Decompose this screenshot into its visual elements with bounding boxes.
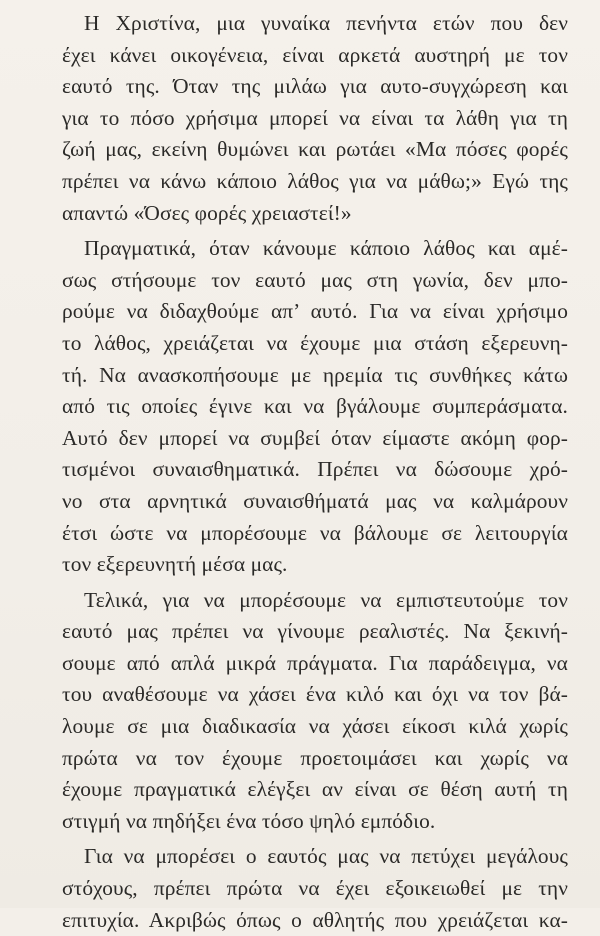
text-line: το λάθος, χρειάζεται να έχουμε μια στάση εξερευνη- xyxy=(62,330,568,355)
text-line: σουμε από απλά μικρά πράγματα. Για παράδειγμα, να xyxy=(62,650,568,675)
text-line: έχει κάνει οικογένεια, είναι αρκετά αυστηρή με τον xyxy=(62,42,568,67)
paragraph-2 xyxy=(62,233,568,581)
text-line: πρώτα να τον έχουμε προετοιμάσει και χωρίς να xyxy=(62,745,568,770)
text-line: λουμε σε μια διαδικασία να χάσει είκοσι κιλά χωρίς xyxy=(62,714,568,739)
text-line: τή. Να ανασκοπήσουμε με ηρεμία τις συνθήκες κάτω xyxy=(62,362,568,387)
text-line: πρέπει να κάνω κάποιο λάθος για να μάθω;» Εγώ της xyxy=(62,168,568,193)
paragraph-4 xyxy=(62,841,568,936)
text-line: τισμένοι συναισθηματικά. Πρέπει να δώσουμε χρό- xyxy=(62,457,568,482)
text-line: Για να μπορέσει ο εαυτός μας να πετύχει μεγάλους xyxy=(84,844,568,869)
text-line: ζωή μας, εκείνη θυμώνει και ρωτάει «Μα πόσες φορές xyxy=(62,137,568,162)
text-line: του αναθέσουμε να χάσει ένα κιλό και όχι να τον βά- xyxy=(62,682,568,707)
text-line: τον εξερευνητή μέσα μας. xyxy=(62,552,288,577)
text-line: έχουμε πραγματικά ελέγξει αν είναι σε θέση αυτή τη xyxy=(62,777,568,802)
text-line: για το πόσο χρήσιμα μπορεί να είναι τα λάθη για τη xyxy=(62,105,568,130)
text-line: Η Χριστίνα, μια γυναίκα πενήντα ετών που δεν xyxy=(84,11,568,35)
text-line: Τελικά, για να μπορέσουμε να εμπιστευτούμε τον xyxy=(84,587,568,612)
text-line: νο στα αρνητικά συναισθήματά μας να καλμάρουν xyxy=(62,488,568,513)
text-line: ρούμε να διδαχθούμε απ’ αυτό. Για να είναι χρήσιμο xyxy=(62,299,568,324)
text-line: εαυτό της. Όταν της μιλάω για αυτο-συγχώρεση και xyxy=(62,74,568,99)
text-line: σως στήσουμε τον εαυτό μας στη γωνία, δεν μπο- xyxy=(62,267,568,292)
text-line: στόχους, πρέπει πρώτα να έχει εξοικειωθεί με την xyxy=(62,876,568,901)
text-line: έτσι ώστε να μπορέσουμε να βάλουμε σε λειτουργία xyxy=(62,520,568,545)
text-line: στιγμή να πηδήξει ένα τόσο ψηλό εμπόδιο. xyxy=(62,808,436,833)
text-line: επιτυχία. Ακριβώς όπως ο αθλητής που χρειάζεται κα- xyxy=(62,907,568,932)
text-line: Πραγματικά, όταν κάνουμε κάποιο λάθος και αμέ- xyxy=(84,236,568,261)
text-line: εαυτό μας πρέπει να γίνουμε ρεαλιστές. Να ξεκινή- xyxy=(62,619,568,644)
text-line: απαντώ «Όσες φορές χρειαστεί!» xyxy=(62,200,352,225)
paragraph-1 xyxy=(62,8,568,229)
body-text xyxy=(62,8,568,936)
text-line: Αυτό δεν μπορεί να συμβεί όταν είμαστε ακόμη φορ- xyxy=(62,425,568,450)
text-line: από τις οποίες έγινε και να βγάλουμε συμπεράσματα. xyxy=(62,394,568,419)
paragraph-3 xyxy=(62,585,568,838)
